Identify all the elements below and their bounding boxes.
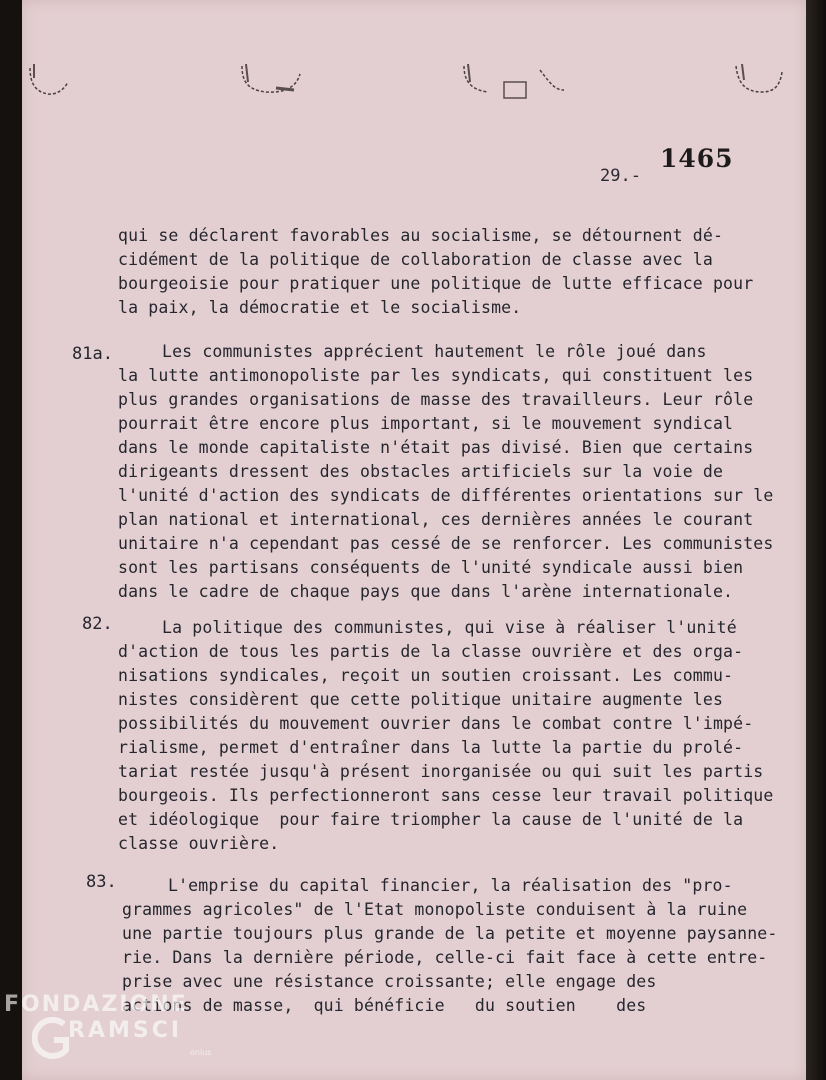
text-line: qui se déclarent favorables au socialisme, se détournent dé- xyxy=(118,226,724,245)
text-line: nistes considèrent que cette politique unitaire augmente les xyxy=(118,690,724,709)
text-line: nisations syndicales, reçoit un soutien croissant. Les commu- xyxy=(118,666,734,685)
binding-mark-icon xyxy=(26,60,72,100)
text-line: plan national et international, ces dernières années le courant xyxy=(118,510,754,529)
text-line: dans le monde capitaliste n'était pas divisé. Bien que certains xyxy=(118,438,754,457)
watermark-line2: RAMSCI xyxy=(68,1018,183,1043)
text-line: dans le cadre de chaque pays que dans l'arène internationale. xyxy=(118,582,734,601)
fondazione-gramsci-watermark xyxy=(4,990,214,1070)
text-line: la paix, la démocratie et le socialisme. xyxy=(118,298,522,317)
text-line: classe ouvrière. xyxy=(118,834,280,853)
text-line: possibilités du mouvement ouvrier dans le combat contre l'impé- xyxy=(118,714,754,733)
text-line: unitaire n'a cependant pas cessé de se renforcer. Les communistes xyxy=(118,534,774,553)
watermark-line1: FONDAZIONE xyxy=(4,992,188,1017)
paragraph-number: 82. xyxy=(82,614,113,634)
text-line: bourgeoisie pour pratiquer une politique de lutte efficace pour xyxy=(118,274,754,293)
text-line: La politique des communistes, qui vise à réaliser l'unité xyxy=(162,618,737,637)
watermark-suffix: onlus xyxy=(190,1048,212,1057)
text-line: l'unité d'action des syndicats de différentes orientations sur le xyxy=(118,486,774,505)
text-line: sont les partisans conséquents de l'unité syndicale aussi bien xyxy=(118,558,744,577)
text-line: prise avec une résistance croissante; elle engage des xyxy=(122,972,657,991)
text-line: tariat restée jusqu'à présent inorganisée ou qui suit les partis xyxy=(118,762,764,781)
paragraph-number: 83. xyxy=(86,872,117,892)
text-line: rialisme, permet d'entraîner dans la lutte la partie du prolé- xyxy=(118,738,744,757)
gramsci-g-logo-icon xyxy=(32,1014,72,1064)
text-line: plus grandes organisations de masse des travailleurs. Leur rôle xyxy=(118,390,754,409)
text-line: une partie toujours plus grande de la petite et moyenne paysanne- xyxy=(122,924,778,943)
text-line: pourrait être encore plus important, si le mouvement syndical xyxy=(118,414,734,433)
binding-mark-icon xyxy=(460,60,570,100)
text-line: la lutte antimonopoliste par les syndicats, qui constituent les xyxy=(118,366,754,385)
text-line: d'action de tous les partis de la classe ouvrière et des orga- xyxy=(118,642,744,661)
text-line: et idéologique pour faire triompher la cause de l'unité de la xyxy=(118,810,744,829)
folio-number: 29.- xyxy=(600,166,641,186)
page-number: 1465 xyxy=(660,144,734,173)
scan-border xyxy=(806,0,826,1080)
text-line: bourgeois. Ils perfectionneront sans cesse leur travail politique xyxy=(118,786,774,805)
text-line: Les communistes apprécient hautement le rôle joué dans xyxy=(162,342,707,361)
text-line: L'emprise du capital financier, la réalisation des "pro- xyxy=(168,876,733,895)
text-line: grammes agricoles" de l'Etat monopoliste conduisent à la ruine xyxy=(122,900,748,919)
paragraph-number: 81a. xyxy=(72,344,113,364)
binding-mark-icon xyxy=(236,60,306,100)
text-line: rie. Dans la dernière période, celle-ci fait face à cette entre- xyxy=(122,948,768,967)
text-line: actions de masse, qui bénéficie du soutien des xyxy=(122,996,647,1015)
text-line: dirigeants dressent des obstacles artificiels sur la voie de xyxy=(118,462,724,481)
binding-mark-icon xyxy=(730,60,786,100)
text-line: cidément de la politique de collaboration de classe avec la xyxy=(118,250,713,269)
